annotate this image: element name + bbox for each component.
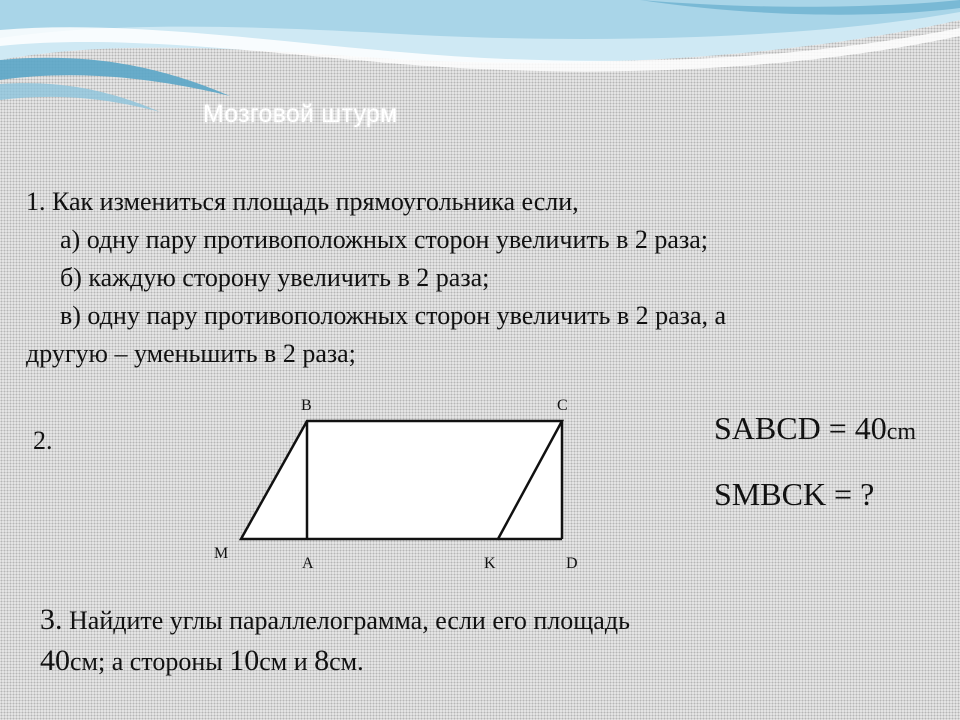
question-1-option-c-line1: в) одну пару противоположных сторон увеличить в 2 раза, а — [60, 301, 727, 330]
point-label-a: A — [302, 555, 314, 572]
slide-title: Мозговой штурм — [203, 100, 398, 128]
point-label-m: M — [214, 545, 229, 562]
point-label-d: D — [566, 555, 578, 572]
rectangle-fill — [307, 421, 562, 539]
area-abcd-unit: cm — [886, 419, 917, 445]
question-3-text4: см. — [329, 647, 364, 676]
question-3-side2-value: 8 — [314, 644, 330, 677]
question-3-text3: см и — [259, 647, 308, 676]
question-3-line2 — [40, 641, 940, 682]
question-3-line1 — [40, 600, 940, 641]
question-3-number: 3. — [40, 603, 63, 636]
area-abcd-formula — [714, 410, 916, 447]
point-label-c: C — [557, 397, 568, 414]
question-3-text2: см; а стороны — [70, 647, 223, 676]
area-abcd-main: SABCD = 40 — [714, 410, 887, 446]
question-3-area-value: 40 — [40, 644, 70, 677]
question-3-side1-value: 10 — [229, 644, 260, 677]
point-label-k: K — [484, 555, 496, 572]
question-1-option-a: а) одну пару противоположных сторон увеличить в 2 раза; — [60, 225, 708, 254]
parallelogram-figure — [200, 385, 620, 585]
question-1 — [26, 183, 946, 373]
area-mbck-formula: SMBCK = ? — [714, 476, 875, 512]
question-2-number: 2. — [33, 426, 53, 455]
question-1-option-b: б) каждую сторону увеличить в 2 раза; — [60, 263, 490, 292]
question-1-option-c-line2: другую – уменьшить в 2 раза; — [26, 339, 356, 368]
decorative-waves — [0, 0, 960, 120]
question-3 — [40, 600, 940, 682]
point-label-b: B — [301, 397, 312, 414]
question-3-text1: Найдите углы параллелограмма, если его площадь — [69, 606, 630, 635]
question-1-intro: 1. Как измениться площадь прямоугольника если, — [26, 187, 579, 216]
